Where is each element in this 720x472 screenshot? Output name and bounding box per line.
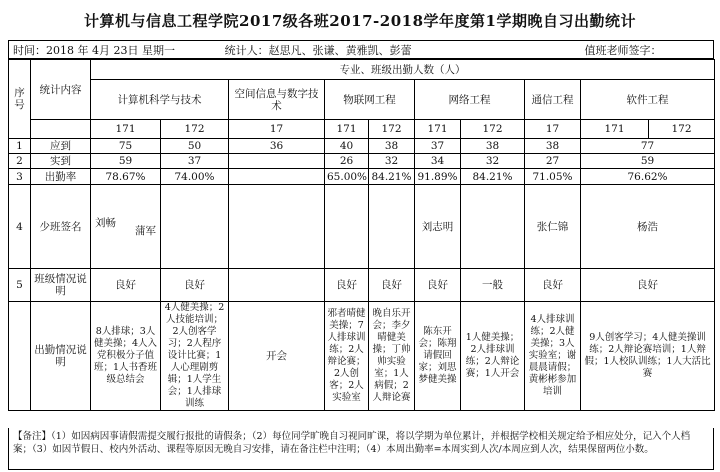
row-due bbox=[9, 139, 715, 154]
row-seq bbox=[9, 302, 31, 411]
value-cell: 良好 bbox=[161, 269, 229, 302]
stat-content-blank bbox=[31, 120, 91, 139]
class-cell: 171 bbox=[415, 120, 461, 139]
value-cell: 良好 bbox=[581, 269, 715, 302]
activity-cell: 邪者晴健美操；7人排球训练；2人辩论赛；2人创客；2人实验室 bbox=[325, 302, 369, 411]
class-cell: 17 bbox=[525, 120, 581, 139]
major-soft: 软件工程 bbox=[581, 80, 715, 120]
row-seq: 5 bbox=[9, 269, 31, 302]
header-row-1 bbox=[9, 60, 715, 80]
row-label: 出勤率 bbox=[31, 169, 91, 185]
value-cell: 27 bbox=[525, 154, 581, 169]
major-space: 空间信息与数字技术 bbox=[229, 80, 325, 120]
row-label: 应到 bbox=[31, 139, 91, 154]
activity-cell: 晚自乐开会；李夕晴健美操；丁帅帅实验室；1人病假；2人辩论赛 bbox=[369, 302, 415, 411]
value-cell: 65.00% bbox=[325, 169, 369, 185]
major-iot: 物联网工程 bbox=[325, 80, 415, 120]
value-cell: 36 bbox=[229, 139, 325, 154]
row-actual bbox=[9, 154, 715, 169]
value-cell: 32 bbox=[369, 154, 415, 169]
row-label: 实到 bbox=[31, 154, 91, 169]
class-cell: 172 bbox=[649, 120, 715, 139]
class-cell: 171 bbox=[581, 120, 649, 139]
signature-cell bbox=[91, 185, 161, 269]
signature-cell bbox=[325, 185, 369, 269]
value-cell: 59 bbox=[581, 154, 715, 169]
value-cell: 38 bbox=[369, 139, 415, 154]
signature-cell bbox=[369, 185, 415, 269]
header-row-majors bbox=[9, 80, 715, 120]
row-seq: 4 bbox=[9, 185, 31, 269]
row-seq: 1 bbox=[9, 139, 31, 154]
value-cell: 84.21% bbox=[461, 169, 525, 185]
value-cell: 84.21% bbox=[369, 169, 415, 185]
row-label: 少班签名 bbox=[31, 185, 91, 269]
seq-header: 序号 bbox=[9, 60, 31, 139]
activity-cell: 开会 bbox=[229, 302, 325, 411]
value-cell: 74.00% bbox=[161, 169, 229, 185]
value-cell: 26 bbox=[325, 154, 369, 169]
major-net: 网络工程 bbox=[415, 80, 525, 120]
row-label: 班级情况说明 bbox=[31, 269, 91, 302]
value-cell: 38 bbox=[461, 139, 525, 154]
class-cell: 171 bbox=[91, 120, 161, 139]
teacher-sign-text: 值班老师签字： bbox=[584, 43, 662, 57]
value-cell: 37 bbox=[415, 139, 461, 154]
attendance-table bbox=[8, 59, 715, 411]
value-cell: 32 bbox=[461, 154, 525, 169]
signature-cell bbox=[161, 185, 229, 269]
value-cell: 71.05% bbox=[525, 169, 581, 185]
info-bar bbox=[8, 40, 714, 59]
value-cell: 良好 bbox=[369, 269, 415, 302]
value-cell bbox=[229, 169, 325, 185]
group-header: 专业、班级出勤人数（人） bbox=[91, 60, 715, 80]
signature-cell: 张仁锦 bbox=[525, 185, 581, 269]
value-cell: 38 bbox=[525, 139, 581, 154]
value-cell: 77 bbox=[581, 139, 715, 154]
activity-cell: 4人排球训练；2人健美操；3人实验室；谢晨晨请假；黄彬彬参加培训 bbox=[525, 302, 581, 411]
stats-person-text: 统计人：赵思凡、张谦、黄雅凯、彭蕾 bbox=[224, 43, 412, 57]
activity-cell: 4人健美操；2人技能培训；2人创客学习；2人程序设计比赛；1人心理剧剪辑；1人学生会；1人排球训练 bbox=[161, 302, 229, 411]
signature-cell: 杨浩 bbox=[581, 185, 715, 269]
value-cell bbox=[229, 269, 325, 302]
value-cell: 良好 bbox=[325, 269, 369, 302]
stat-content-header: 统计内容 bbox=[31, 60, 91, 120]
class-cell: 172 bbox=[461, 120, 525, 139]
value-cell: 59 bbox=[91, 154, 161, 169]
value-cell: 良好 bbox=[415, 269, 461, 302]
value-cell: 良好 bbox=[91, 269, 161, 302]
major-comm: 通信工程 bbox=[525, 80, 581, 120]
value-cell: 37 bbox=[161, 154, 229, 169]
value-cell: 78.67% bbox=[91, 169, 161, 185]
date-text: 时间：2018 年 4月 23日 星期一 bbox=[13, 43, 175, 57]
value-cell: 76.62% bbox=[581, 169, 715, 185]
activity-cell: 9人创客学习；4人健美操训练；2人辩论赛培训；1人辩假；1人校队训练；1人大活比赛 bbox=[581, 302, 715, 411]
activity-cell: 8人排球；3人健美操；4人入党积极分子值班；1人书香班级总结会 bbox=[91, 302, 161, 411]
signature-cell bbox=[229, 185, 325, 269]
major-cs: 计算机科学与技术 bbox=[91, 80, 229, 120]
value-cell: 一般 bbox=[461, 269, 525, 302]
value-cell: 75 bbox=[91, 139, 161, 154]
activity-cell: 1人健美操；2人排球训练；2人辩论赛；1人开会 bbox=[461, 302, 525, 411]
row-seq: 3 bbox=[9, 169, 31, 185]
value-cell bbox=[229, 154, 325, 169]
remarks-note: 【备注】（1）如因病因事请假需提交履行报批的请假条；（2）每位同学旷晚自习视同旷课，将以学期为单位累计，并根据学校相关规定给予相应处分，记入个人档案；（3）如因节假日、校内外活动、课程等原因无晚自习安排，请在备注栏中注明；（4）本周出勤率=本周实到人次/本周应到人次，结果保留两位小数。 bbox=[8, 428, 714, 470]
class-cell: 171 bbox=[325, 120, 369, 139]
value-cell: 91.89% bbox=[415, 169, 461, 185]
row-rate bbox=[9, 169, 715, 185]
value-cell: 40 bbox=[325, 139, 369, 154]
signature-text: 蒲军 bbox=[135, 224, 156, 237]
signature-text: 刘畅 bbox=[95, 216, 116, 229]
signature-cell: 刘志明 bbox=[415, 185, 461, 269]
class-cell: 172 bbox=[369, 120, 415, 139]
value-cell: 50 bbox=[161, 139, 229, 154]
activity-cell: 陈东开会；陈翔请假回家；刘思梦健美操 bbox=[415, 302, 461, 411]
row-sign bbox=[9, 185, 715, 269]
page-title: 计算机与信息工程学院2017级各班2017-2018学年度第1学期晚自习出勤统计 bbox=[84, 12, 636, 30]
row-situation bbox=[9, 269, 715, 302]
header-row-classes bbox=[9, 120, 715, 139]
row-activity bbox=[9, 302, 715, 411]
class-cell: 172 bbox=[161, 120, 229, 139]
value-cell: 良好 bbox=[525, 269, 581, 302]
class-cell: 17 bbox=[229, 120, 325, 139]
row-seq: 2 bbox=[9, 154, 31, 169]
signature-cell bbox=[461, 185, 525, 269]
row-label: 出勤情况说明 bbox=[31, 302, 91, 411]
value-cell: 34 bbox=[415, 154, 461, 169]
